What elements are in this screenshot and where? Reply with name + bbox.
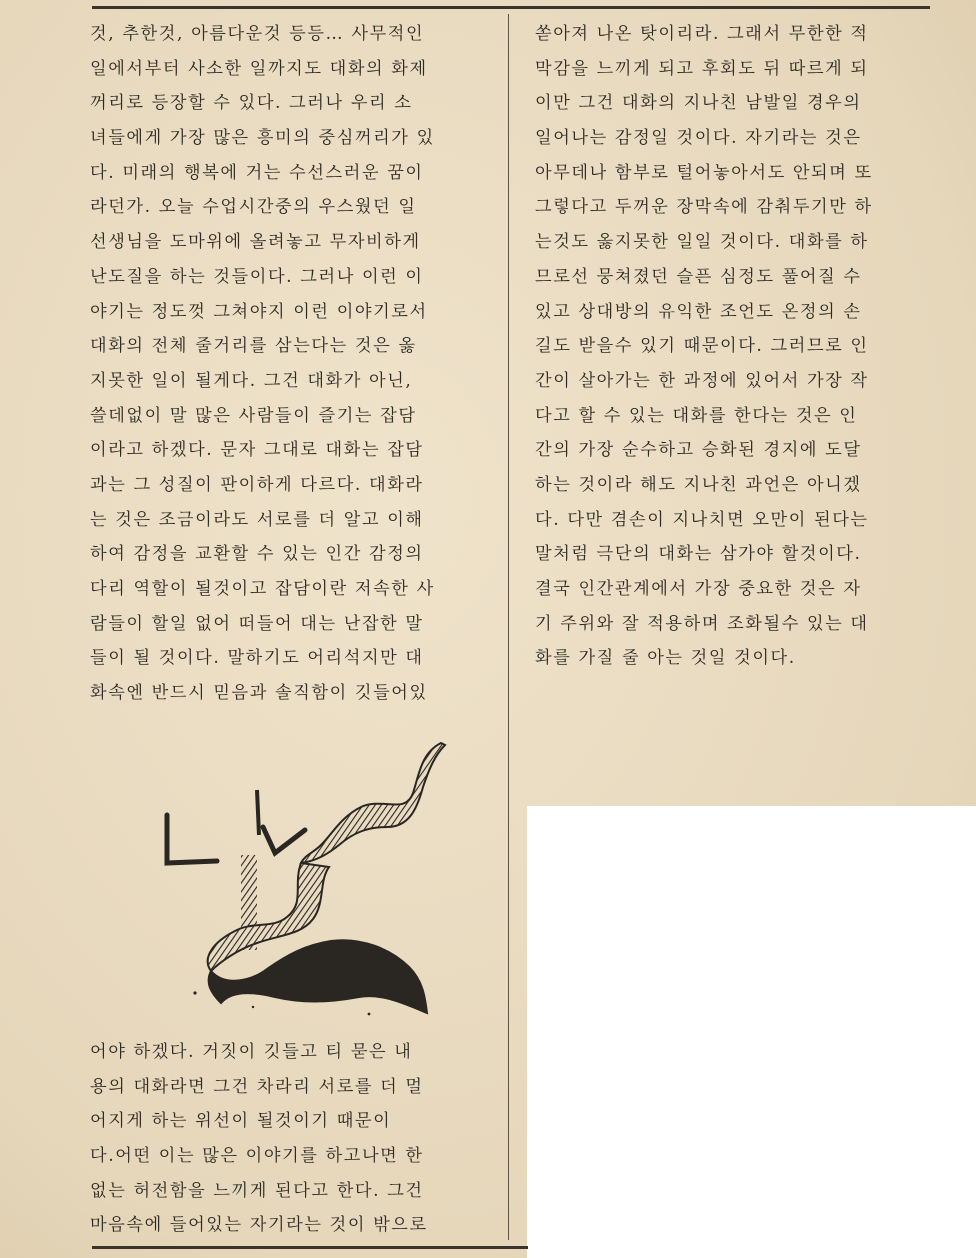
text-line: 람들이 할일 없어 떠들어 대는 난잡한 말	[90, 613, 424, 634]
text-line: 용의 대화라면 그건 차라리 서로를 더 멀	[90, 1076, 424, 1097]
text-line: 아무데나 함부로 털어놓아서도 안되며 또	[535, 162, 873, 183]
text-line: 막감을 느끼게 되고 후회도 뒤 따르게 되	[535, 58, 869, 79]
text-line: 지못한 일이 될게다. 그건 대화가 아닌,	[90, 370, 413, 391]
text-line: 마음속에 들어있는 자기라는 것이 밖으로	[90, 1215, 428, 1236]
text-line: 라던가. 오늘 수업시간중의 우스웠던 일	[90, 197, 417, 218]
text-line: 난도질을 하는 것들이다. 그러나 이런 이	[90, 266, 424, 287]
text-line: 다고 할 수 있는 대화를 한다는 것은 인	[535, 405, 858, 426]
text-line: 결국 인간관계에서 가장 중요한 것은 자	[535, 579, 862, 599]
text-line: 쓸데없이 말 많은 사람들이 즐기는 잡담	[90, 405, 417, 426]
text-line: 것, 추한것, 아름다운것 등등… 사무적인	[90, 24, 425, 44]
top-rule	[92, 6, 930, 9]
left-column-top-text	[90, 17, 435, 711]
text-line: 하는 것이라 해도 지나친 과언은 아니겠	[535, 474, 862, 495]
text-line: 일에서부터 사소한 일까지도 대화의 화제	[90, 58, 428, 79]
text-line: 이만 그건 대화의 지나친 남발일 경우의	[535, 93, 862, 114]
text-line: 들이 될 것이다. 말하기도 어리석지만 대	[90, 648, 424, 669]
right-column-text	[535, 17, 873, 676]
text-line: 화를 가질 줄 아는 것일 것이다.	[535, 648, 796, 669]
text-line: 이라고 하겠다. 문자 그대로 대화는 잡담	[90, 440, 424, 461]
ribbon-woodcut-illustration-icon	[155, 735, 455, 1020]
bottom-rule	[92, 1246, 528, 1249]
text-line: 어지게 하는 위선이 될것이기 때문이	[90, 1111, 392, 1132]
text-line: 다.어떤 이는 많은 이야기를 하고나면 한	[90, 1146, 424, 1167]
text-line: 그렇다고 두꺼운 장막속에 감춰두기만 하	[535, 197, 873, 218]
text-line: 는 것은 조금이라도 서로를 더 알고 이해	[90, 509, 424, 530]
text-line: 므로선 뭉쳐졌던 슬픈 심정도 풀어질 수	[535, 266, 862, 287]
text-line: 기 주위와 잘 적용하며 조화될수 있는 대	[535, 613, 869, 634]
text-line: 다. 다만 겸손이 지나치면 오만이 된다는	[535, 509, 869, 530]
text-line: 과는 그 성질이 판이하게 다르다. 대화라	[90, 474, 424, 495]
text-line: 없는 허전함을 느끼게 된다고 한다. 그건	[90, 1180, 424, 1201]
text-line: 녀들에게 가장 많은 흥미의 중심꺼리가 있	[90, 128, 435, 149]
blank-white-area	[527, 806, 976, 1258]
text-line: 간이 살아가는 한 과정에 있어서 가장 작	[535, 370, 869, 391]
text-line: 어야 하겠다. 거짓이 깃들고 티 묻은 내	[90, 1042, 413, 1062]
column-divider	[508, 14, 509, 1240]
text-line: 간의 가장 순수하고 승화된 경지에 도달	[535, 440, 862, 461]
text-line: 쏟아져 나온 탓이리라. 그래서 무한한 적	[535, 24, 869, 44]
text-line: 선생님을 도마위에 올려놓고 무자비하게	[90, 232, 421, 253]
text-line: 는것도 옳지못한 일일 것이다. 대화를 하	[535, 232, 869, 253]
text-line: 말처럼 극단의 대화는 삼가야 할것이다.	[535, 544, 862, 565]
text-line: 하여 감정을 교환할 수 있는 인간 감정의	[90, 544, 424, 565]
text-line: 다리 역할이 될것이고 잡담이란 저속한 사	[90, 579, 435, 599]
text-line: 화속엔 반드시 믿음과 솔직함이 깃들어있	[90, 683, 428, 704]
text-line: 다. 미래의 행복에 거는 수선스러운 꿈이	[90, 162, 424, 183]
text-line: 꺼리로 등장할 수 있다. 그러나 우리 소	[90, 93, 413, 114]
text-line: 길도 받을수 있기 때문이다. 그러므로 인	[535, 336, 869, 357]
text-line: 야기는 정도껏 그쳐야지 이런 이야기로서	[90, 301, 428, 322]
text-line: 대화의 전체 줄거리를 삼는다는 것은 옳	[90, 336, 417, 357]
text-line: 있고 상대방의 유익한 조언도 온정의 손	[535, 301, 862, 322]
left-column-bottom-text	[90, 1035, 428, 1243]
text-line: 일어나는 감정일 것이다. 자기라는 것은	[535, 128, 862, 149]
